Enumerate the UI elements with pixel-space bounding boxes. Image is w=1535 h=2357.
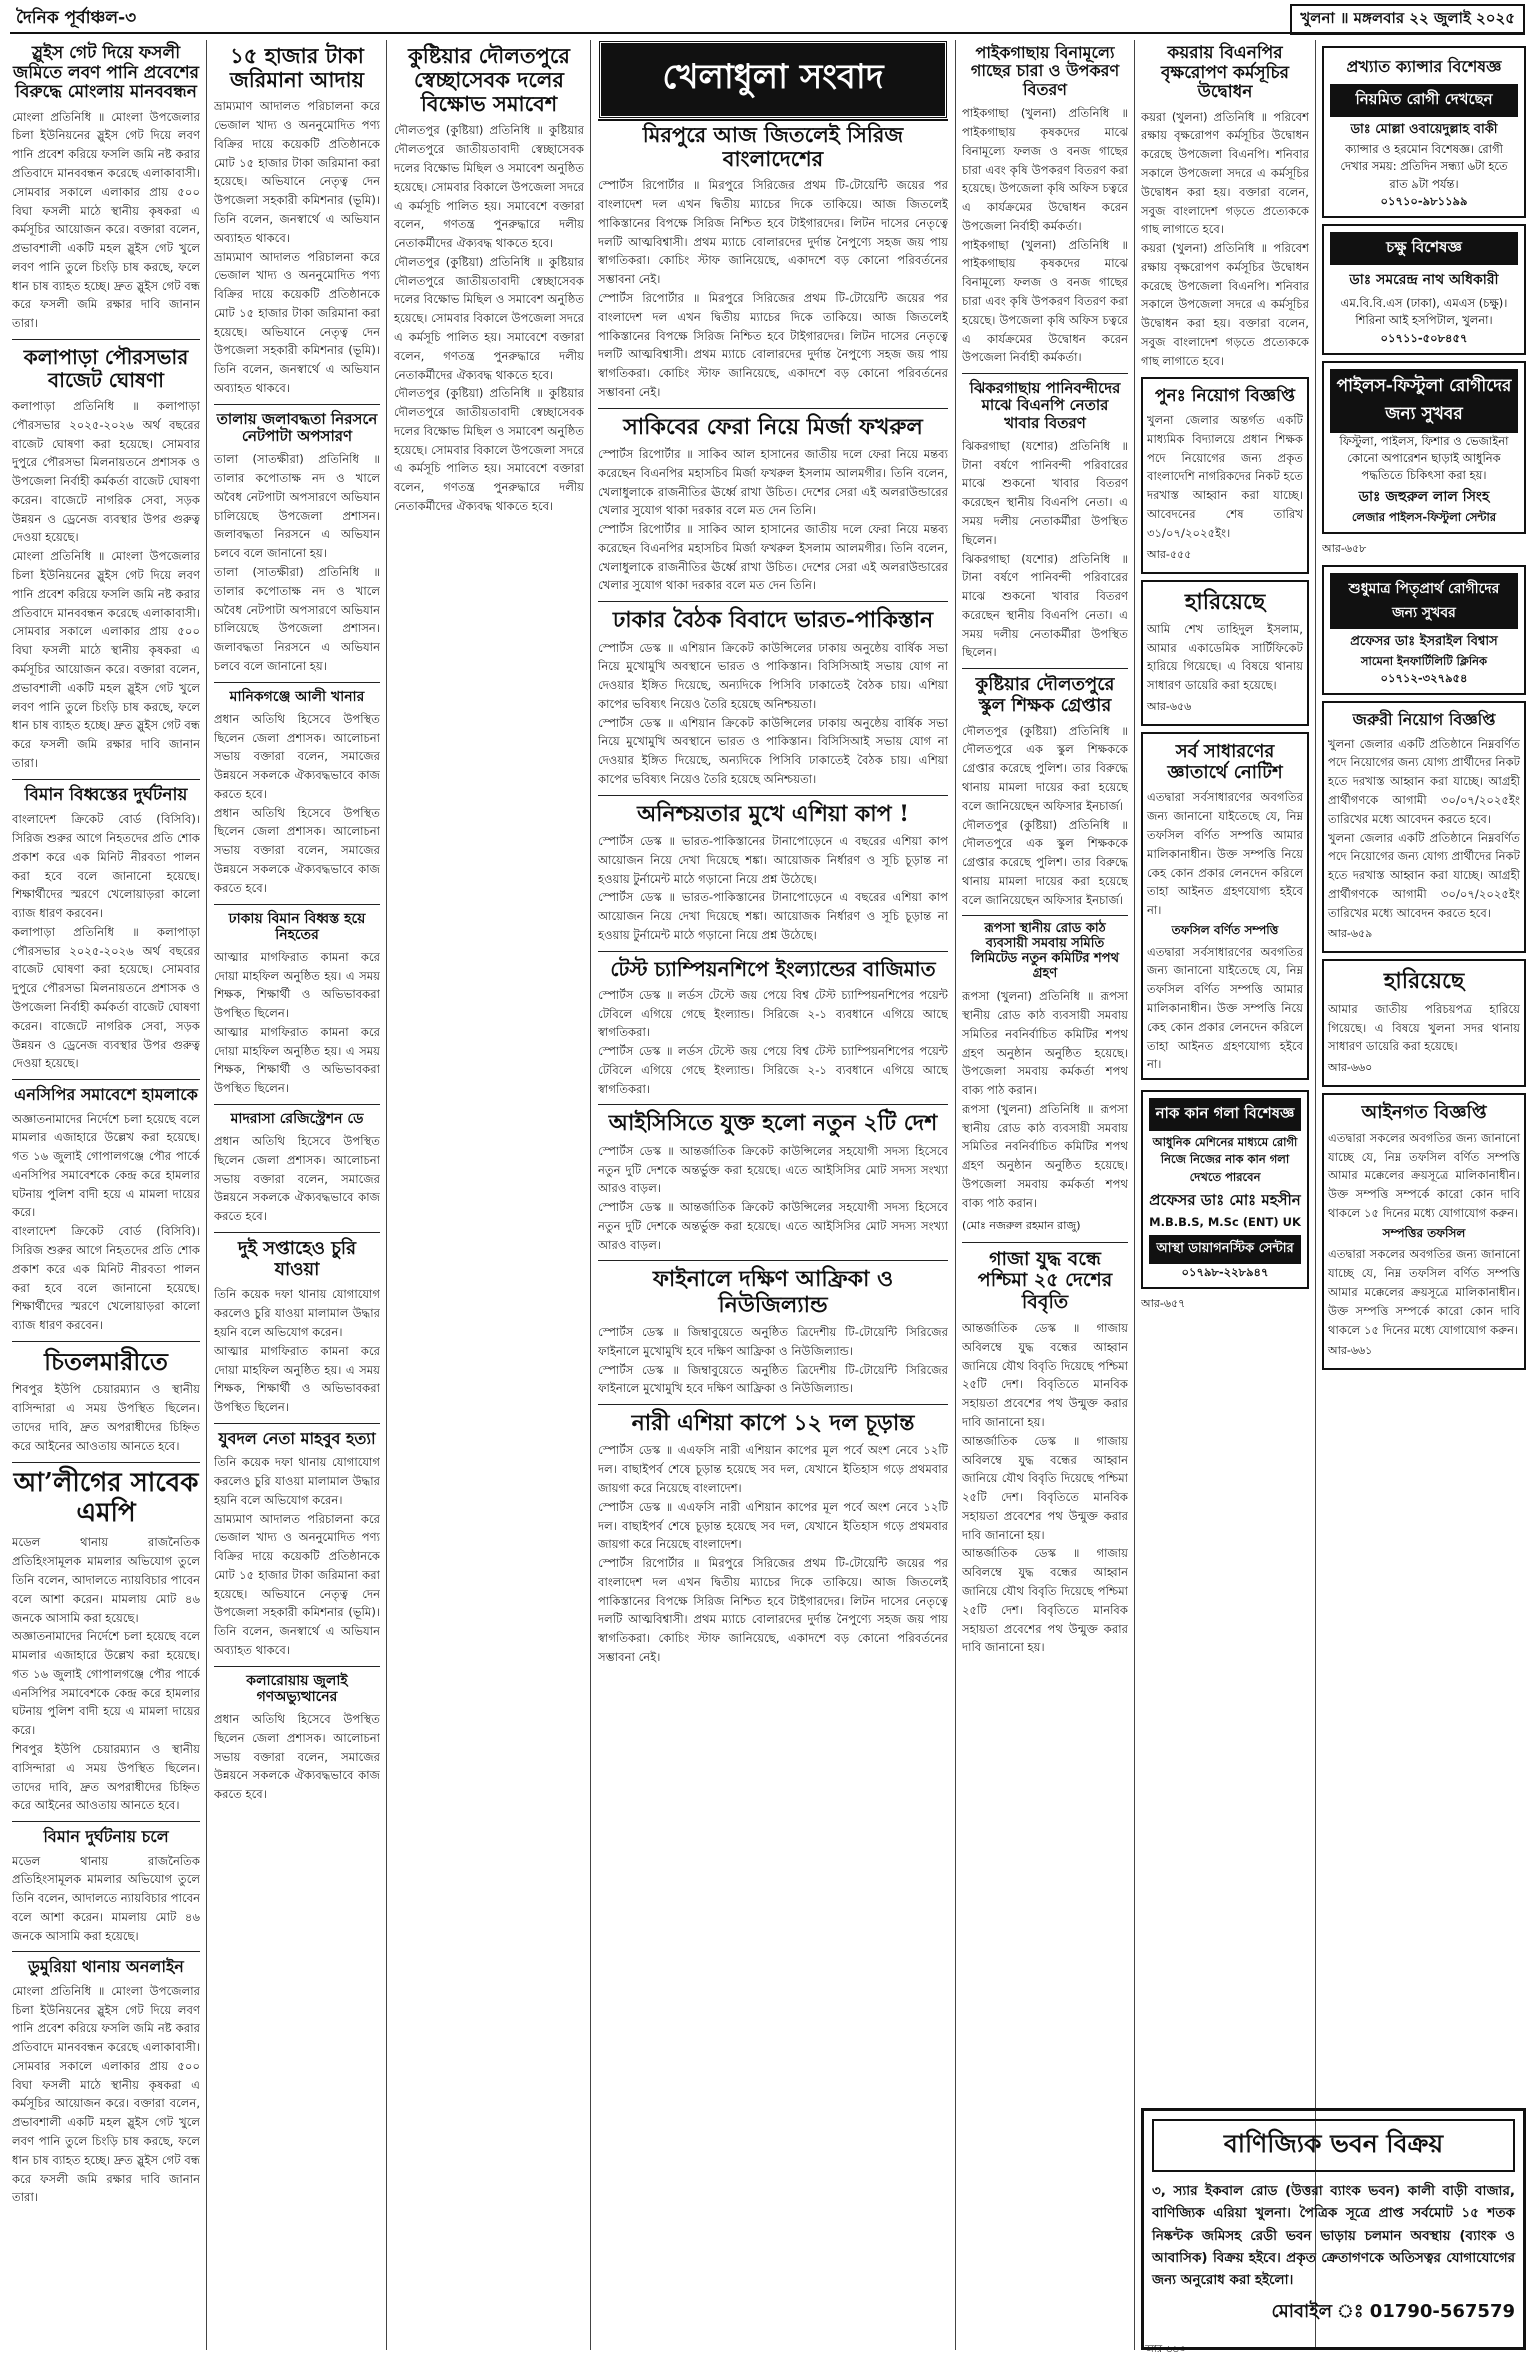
article-body: স্পোর্টস রিপোর্টার ॥ মিরপুরে সিরিজের প্রথম টি-টোয়েন্টি জয়ের পর বাংলাদেশ দল এখন দ্বিতীয় ম্যাচের দিকে তাকিয়ে। আজ জিতলেই পাকিস্তানের বিপক্ষে সিরিজ নিশ্চিত হবে টাইগারদের। লিটন দাসের নেতৃত্বে দলটি আত্মবিশ্বাসী। প্রথম ম্যাচে বোলারদের দুর্দান্ত নৈপুণ্যে সহজ জয় পায় স্বাগতিকরা। কোচিং স্টাফ জানিয়েছে, একাদশে বড় কোনো পরিবর্তনের সম্ভাবনা নেই। [598,1556,948,1665]
article-body: দৌলতপুর (কুষ্টিয়া) প্রতিনিধি ॥ দৌলতপুরে এক স্কুল শিক্ষককে গ্রেপ্তার করেছে পুলিশ। তার বিরুদ্ধে থানায় মামলা দায়ের করা হয়েছে বলে জানিয়েছেন অফিসার ইনচার্জ। [962,817,1128,907]
column-rule [206,40,207,2350]
piles-fistula-ad [1322,361,1526,534]
fertility-ad [1322,565,1526,696]
ent-specialist-ad [1141,1090,1309,1289]
article-body: পাইকগাছা (খুলনা) প্রতিনিধি ॥ পাইকগাছায় কৃষকদের মাঝে বিনামূল্যে ফলজ ও বনজ গাছের চারা এবং কৃষি উপকরণ বিতরণ করা হয়েছে। উপজেলা কৃষি অফিস চত্বরে এ কার্যক্রমের উদ্বোধন করেন উপজেলা নির্বাহী কর্মকর্তা। [962,237,1128,365]
ad-ref: আর-৬৬০ [1328,1061,1373,1075]
ad-ref: আর-৬৫৮ [1322,541,1367,555]
ad-phone: ০১৭১১-৫০৮৪৫৭ [1380,330,1468,345]
lost-notice [1322,959,1526,1087]
headline: ডুমুরিয়া থানায় অনলাইন [28,1957,184,1977]
article-body: তালা (সাতক্ষীরা) প্রতিনিধি ॥ তালার কপোতাক্ষ নদ ও খালে অবৈধ নেটপাটা অপসারণে অভিযান চালিয়েছে উপজেলা প্রশাসন। জলাবদ্ধতা নিরসনে এ অভিযান চলবে বলে জানানো হয়। [214,452,380,561]
article-body: অজ্ঞাতনামাদের নির্দেশে চলা হয়েছে বলে মামলার এজাহারে উল্লেখ করা হয়েছে। গত ১৬ জুলাই গোপালগঞ্জে পৌর পার্কে এনসিপির সমাবেশকে কেন্দ্র করে হামলার ঘটনায় পুলিশ বাদী হয়ে এ মামলা দায়ের করে। [12,1111,200,1220]
headline: এনসিপির সমাবেশে হামলাকে [14,1085,198,1105]
article-body: প্রধান অতিথি হিসেবে উপস্থিত ছিলেন জেলা প্রশাসক। আলোচনা সভায় বক্তারা বলেন, সমাজের উন্নয়নে সকলকে ঐক্যবদ্ধভাবে কাজ করতে হবে। [214,1712,380,1802]
article-body: আন্তর্জাতিক ডেস্ক ॥ গাজায় অবিলম্বে যুদ্ধ বন্ধের আহ্বান জানিয়ে যৌথ বিবৃতি দিয়েছে পশ্চিমা ২৫টি দেশ। বিবৃতিতে মানবিক সহায়তা প্রবেশের পথ উন্মুক্ত করার দাবি জানানো হয়। [962,1433,1128,1542]
article-body: অজ্ঞাতনামাদের নির্দেশে চলা হয়েছে বলে মামলার এজাহারে উল্লেখ করা হয়েছে। গত ১৬ জুলাই গোপালগঞ্জে পৌর পার্কে এনসিপির সমাবেশকে কেন্দ্র করে হামলার ঘটনায় পুলিশ বাদী হয়ে এ মামলা দায়ের করে। [12,1629,200,1738]
headline: মাদরাসা রেজিস্ট্রেশন ডে [230,1111,364,1127]
article-body: মডেল থানায় রাজনৈতিক প্রতিহিংসামূলক মামলার অভিযোগ তুলে তিনি বলেন, আদালতে ন্যায়বিচার পাবেন বলে আশা করেন। মামলায় মোট ৪৬ জনকে আসামি করা হয়েছে। [12,1853,200,1943]
article-body: স্পোর্টস ডেস্ক ॥ আন্তর্জাতিক ক্রিকেট কাউন্সিলের সহযোগী সদস্য হিসেবে নতুন দুটি দেশকে অন্তর্ভুক্ত করা হয়েছে। এতে আইসিসির মোট সদস্য সংখ্যা আরও বাড়ল। [598,1200,948,1252]
headline: রূপসা স্থানীয় রোড কাঠ ব্যবসায়ী সমবায় সমিতি লিমিটেড নতুন কমিটির শপথ গ্রহণ [971,921,1119,982]
ad-title: নাক কান গলা বিশেষজ্ঞ [1149,1098,1301,1131]
headline: দুই সপ্তাহেও চুরি যাওয়া [238,1238,356,1280]
sports-section [598,40,948,2350]
headline: যুবদল নেতা মাহবুব হত্যা [218,1428,376,1448]
article-body: ঝিকরগাছা (যশোর) প্রতিনিধি ॥ টানা বর্ষণে পানিবন্দী পরিবারের মাঝে শুকনো খাবার বিতরণ করেছেন স্থানীয় বিএনপি নেতা। এ সময় দলীয় নেতাকর্মীরা উপস্থিত ছিলেন। [962,551,1128,660]
headline: ঢাকায় বিমান বিধ্বস্ত হয়ে নিহতের [228,910,366,943]
article-body: আত্মার মাগফিরাত কামনা করে দোয়া মাহফিল অনুষ্ঠিত হয়। এ সময় শিক্ষক, শিক্ষার্থী ও অভিভাবকরা উপস্থিত ছিলেন। [214,1343,380,1415]
article-body: দৌলতপুর (কুষ্টিয়া) প্রতিনিধি ॥ কুষ্টিয়ার দৌলতপুরে জাতীয়তাবাদী স্বেচ্ছাসেবক দলের বিক্ষোভ মিছিল ও সমাবেশ অনুষ্ঠিত হয়েছে। সোমবার বিকালে উপজেলা সদরে এ কর্মসূচি পালিত হয়। সমাবেশে বক্তারা বলেন, গণতন্ত্র পুনরুদ্ধারে দলীয় নেতাকর্মীদের ঐক্যবদ্ধ থাকতে হবে। [394,386,584,514]
article-body: স্পোর্টস রিপোর্টার ॥ মিরপুরে সিরিজের প্রথম টি-টোয়েন্টি জয়ের পর বাংলাদেশ দল এখন দ্বিতীয় ম্যাচের দিকে তাকিয়ে। আজ জিতলেই পাকিস্তানের বিপক্ষে সিরিজ নিশ্চিত হবে টাইগারদের। লিটন দাসের নেতৃত্বে দলটি আত্মবিশ্বাসী। প্রথম ম্যাচে বোলারদের দুর্দান্ত নৈপুণ্যে সহজ জয় পায় স্বাগতিকরা। কোচিং স্টাফ জানিয়েছে, একাদশে বড় কোনো পরিবর্তনের সম্ভাবনা নেই। [598,290,948,399]
urgent-job-notice [1322,701,1526,953]
article-body: ভ্রাম্যমাণ আদালত পরিচালনা করে ভেজাল খাদ্য ও অননুমোদিত পণ্য বিক্রির দায়ে কয়েকটি প্রতিষ্ঠানকে মোট ১৫ হাজার টাকা জরিমানা করা হয়েছে। অভিযানে নেতৃত্ব দেন উপজেলা সহকারী কমিশনার (ভূমি)। তিনি বলেন, জনস্বার্থে এ অভিযান অব্যাহত থাকবে। [214,1511,380,1658]
headline: পাইকগাছায় বিনামূল্যে গাছের চারা ও উপকরণ বিতরণ [970,43,1120,99]
doctor-degree: M.B.B.S, M.Sc (ENT) UK [1149,1214,1301,1229]
doctor-name: ডাঃ মোল্লা ওবায়েদুল্লাহ বাকী [1350,122,1498,137]
ad-ref: আর-৬৫৭ [1141,1297,1186,1311]
article-body: স্পোর্টস রিপোর্টার ॥ সাকিব আল হাসানের জাতীয় দলে ফেরা নিয়ে মন্তব্য করেছেন বিএনপির মহাসচিব মির্জা ফখরুল ইসলাম আলমগীর। তিনি বলেন, খেলাধুলাকে রাজনীতির ঊর্ধ্বে রাখা উচিত। দেশের সেরা এই অলরাউন্ডারের খেলার সুযোগ থাকা দরকার বলে মত দেন তিনি। [598,522,948,593]
column-1 [12,40,200,2350]
notice-title: হারিয়েছে [1184,588,1266,615]
article-body: স্পোর্টস ডেস্ক ॥ এএফসি নারী এশিয়ান কাপের মূল পর্বে অংশ নেবে ১২টি দল। বাছাইপর্ব শেষে চূড়ান্ত হয়েছে সব দল, যেখানে ইতিহাস গড়ে প্রথমবার জায়গা করে নিয়েছে বাংলাদেশ। [598,1443,948,1495]
ad-body: এম.বি.বি.এস (ঢাকা), এমএস (চক্ষু)। শিরিনা আই হসপিটাল, খুলনা। [1340,296,1508,328]
center-name: আস্থা ডায়াগনস্টিক সেন্টার [1149,1235,1301,1264]
schedule-title: তফসিল বর্ণিত সম্পত্তি [1171,922,1279,937]
headline: ঝিকরগাছায় পানিবন্দীদের মাঝে বিএনপি নেতার খাবার বিতরণ [969,379,1121,432]
article-body: তালা (সাতক্ষীরা) প্রতিনিধি ॥ তালার কপোতাক্ষ নদ ও খালে অবৈধ নেটপাটা অপসারণে অভিযান চালিয়েছে উপজেলা প্রশাসন। জলাবদ্ধতা নিরসনে এ অভিযান চলবে বলে জানানো হয়। [214,564,380,673]
notice-body: আমি শেখ তাহিদুল ইসলাম, আমার একাডেমিক সার্টিফিকেট হারিয়ে গিয়েছে। এ বিষয়ে থানায় সাধারণ ডায়েরি করা হয়েছে। [1147,621,1303,693]
article-body: স্পোর্টস ডেস্ক ॥ লর্ডস টেস্টে জয় পেয়ে বিশ্ব টেস্ট চ্যাম্পিয়নশিপের পয়েন্ট টেবিলে এগিয়ে গেছে ইংল্যান্ড। সিরিজে ২-১ ব্যবধানে এগিয়ে আছে স্বাগতিকরা। [598,987,948,1040]
headline: নারী এশিয়া কাপে ১২ দল চূড়ান্ত [631,1410,915,1437]
article-body: মোংলা প্রতিনিধি ॥ মোংলা উপজেলার চিলা ইউনিয়নের স্লুইস গেট দিয়ে লবণ পানি প্রবেশ করিয়ে ফসলি জমি নষ্ট করার প্রতিবাদে মানববন্ধন করেছে এলাকাবাসী। সোমবার সকালে এলাকার প্রায় ৫০০ বিঘা ফসলী মাঠে স্থানীয় কৃষকরা এ কর্মসূচির আয়োজন করে। বক্তারা বলেন, প্রভাবশালী একটি মহল স্লুইস গেট খুলে লবণ পানি তুলে চিংড়ি চাষ করছে, ফলে ধান চাষ ব্যাহত হচ্ছে। দ্রুত স্লুইস গেট বন্ধ করে ফসলী জমি রক্ষার দাবি জানান তারা। [12,1983,200,2205]
notice-body: এতদ্বারা সর্বসাধারণের অবগতির জন্য জানানো যাইতেছে যে, নিম্ন তফসিল বর্ণিত সম্পত্তি আমার মালিকানাধীন। উক্ত সম্পত্তি নিয়ে কেহ কোন প্রকার লেনদেন করিলে তাহা আইনত গ্রহণযোগ্য হইবে না। [1147,790,1303,918]
ad-ref: আর-৫৫৫ [1147,547,1192,561]
article-body: ঝিকরগাছা (যশোর) প্রতিনিধি ॥ টানা বর্ষণে পানিবন্দী পরিবারের মাঝে শুকনো খাবার বিতরণ করেছেন স্থানীয় বিএনপি নেতা। এ সময় দলীয় নেতাকর্মীরা উপস্থিত ছিলেন। [962,438,1128,547]
article-body: শিবপুর ইউপি চেয়ারম্যান ও স্থানীয় বাসিন্দারা এ সময় উপস্থিত ছিলেন। তাদের দাবি, দ্রুত অপরাধীদের চিহ্নিত করে আইনের আওতায় আনতে হবে। [12,1382,200,1453]
article-body: স্পোর্টস রিপোর্টার ॥ মিরপুরে সিরিজের প্রথম টি-টোয়েন্টি জয়ের পর বাংলাদেশ দল এখন দ্বিতীয় ম্যাচের দিকে তাকিয়ে। আজ জিতলেই পাকিস্তানের বিপক্ষে সিরিজ নিশ্চিত হবে টাইগারদের। লিটন দাসের নেতৃত্বে দলটি আত্মবিশ্বাসী। প্রথম ম্যাচে বোলারদের দুর্দান্ত নৈপুণ্যে সহজ জয় পায় স্বাগতিকরা। কোচিং স্টাফ জানিয়েছে, একাদশে বড় কোনো পরিবর্তনের সম্ভাবনা নেই। [598,178,948,287]
notice-body: খুলনা জেলার একটি প্রতিষ্ঠানে নিম্নবর্ণিত পদে নিয়োগের জন্য যোগ্য প্রার্থীদের নিকট হতে দরখাস্ত আহ্বান করা যাচ্ছে। আগ্রহী প্রার্থীগণকে আগামী ৩০/০৭/২০২৫ইং তারিখের মধ্যে আবেদন করতে হবে। [1328,736,1520,826]
headline: অনিশ্চয়তার মুখে এশিয়া কাপ ! [637,800,909,827]
lost-notice [1141,580,1309,726]
doctor-name: ডাঃ সমরেন্দ্র নাথ অধিকারী [1349,272,1499,288]
notice-title: আইনগত বিজ্ঞপ্তি [1361,1102,1487,1124]
phone-number: 01790-567579 [1369,2301,1515,2323]
article-body: দৌলতপুর (কুষ্টিয়া) প্রতিনিধি ॥ দৌলতপুরে এক স্কুল শিক্ষককে গ্রেপ্তার করেছে পুলিশ। তার বিরুদ্ধে থানায় মামলা দায়ের করা হয়েছে বলে জানিয়েছেন অফিসার ইনচার্জ। [962,723,1128,813]
notice-body: খুলনা জেলার একটি প্রতিষ্ঠানে নিম্নবর্ণিত পদে নিয়োগের জন্য যোগ্য প্রার্থীদের নিকট হতে দরখাস্ত আহ্বান করা যাচ্ছে। আগ্রহী প্রার্থীগণকে আগামী ৩০/০৭/২০২৫ইং তারিখের মধ্যে আবেদন করতে হবে। [1328,830,1520,920]
article-body: কলাপাড়া প্রতিনিধি ॥ কলাপাড়া পৌরসভার ২০২৫-২০২৬ অর্থ বছরের বাজেট ঘোষণা করা হয়েছে। সোমবার দুপুরে পৌরসভা মিলনায়তনে প্রশাসক ও উপজেলা নির্বাহী কর্মকর্তা বাজেট ঘোষণা করেন। বাজেটে নাগরিক সেবা, সড়ক উন্নয়ন ও ড্রেনেজ ব্যবস্থার উপর গুরুত্ব দেওয়া হয়েছে। [12,399,200,545]
column-rule [386,40,387,2350]
signature: (মোঃ নজরুল রহমান রাজু) [962,1218,1081,1232]
article-body: ভ্রাম্যমাণ আদালত পরিচালনা করে ভেজাল খাদ্য ও অননুমোদিত পণ্য বিক্রির দায়ে কয়েকটি প্রতিষ্ঠানকে মোট ১৫ হাজার টাকা জরিমানা করা হয়েছে। অভিযানে নেতৃত্ব দেন উপজেলা সহকারী কমিশনার (ভূমি)। তিনি বলেন, জনস্বার্থে এ অভিযান অব্যাহত থাকবে। [214,99,380,245]
article-body: স্পোর্টস ডেস্ক ॥ ভারত-পাকিস্তানের টানাপোড়েনে এ বছরের এশিয়া কাপ আয়োজন নিয়ে দেখা দিয়েছে শঙ্কা। আয়োজক নির্ধারণ ও সূচি চূড়ান্ত না হওয়ায় টুর্নামেন্ট মাঠে গড়ানো নিয়ে প্রশ্ন উঠেছে। [598,890,948,942]
notice-title: হারিয়েছে [1383,968,1465,995]
headline: কলাপাড়া পৌরসভার বাজেট ঘোষণা [23,345,189,393]
schedule-title: সম্পত্তির তফসিল [1382,1225,1466,1240]
headline: ফাইনালে দক্ষিণ আফ্রিকা ও নিউজিল্যান্ড [652,1266,894,1318]
notice-title: সর্ব সাধারণের জ্ঞাতার্থে নোটিশ [1167,741,1283,783]
column-rule [1134,40,1135,2350]
article-body: কয়রা (খুলনা) প্রতিনিধি ॥ পরিবেশ রক্ষায় বৃক্ষরোপণ কর্মসূচির উদ্বোধন করেছে উপজেলা বিএনপি। শনিবার সকালে উপজেলা সদরে এ কর্মসূচির উদ্বোধন করা হয়। বক্তারা বলেন, সবুজ বাংলাদেশ গড়তে প্রত্যেককে গাছ লাগাতে হবে। [1141,109,1309,237]
ad-ref: আর-৬৫৯ [1328,927,1373,941]
article-body: আন্তর্জাতিক ডেস্ক ॥ গাজায় অবিলম্বে যুদ্ধ বন্ধের আহ্বান জানিয়ে যৌথ বিবৃতি দিয়েছে পশ্চিমা ২৫টি দেশ। বিবৃতিতে মানবিক সহায়তা প্রবেশের পথ উন্মুক্ত করার দাবি জানানো হয়। [962,1546,1128,1655]
eye-specialist-ad [1322,224,1526,355]
column-rule [590,40,591,2350]
article-body: স্পোর্টস ডেস্ক ॥ জিম্বাবুয়েতে অনুষ্ঠিত ত্রিদেশীয় টি-টোয়েন্টি সিরিজের ফাইনালে মুখোমুখি হবে দক্ষিণ আফ্রিকা ও নিউজিল্যান্ড। [598,1362,948,1396]
headline: ঢাকার বৈঠক বিবাদে ভারত-পাকিস্তান [612,607,934,634]
column-7 [1141,40,1309,2100]
article-body: স্পোর্টস ডেস্ক ॥ এএফসি নারী এশিয়ান কাপের মূল পর্বে অংশ নেবে ১২টি দল। বাছাইপর্ব শেষে চূড়ান্ত হয়েছে সব দল, যেখানে ইতিহাস গড়ে প্রথমবার জায়গা করে নিয়েছে বাংলাদেশ। [598,1499,948,1552]
column-3 [394,40,584,720]
article-body: পাইকগাছা (খুলনা) প্রতিনিধি ॥ পাইকগাছায় কৃষকদের মাঝে বিনামূল্যে ফলজ ও বনজ গাছের চারা এবং কৃষি উপকরণ বিতরণ করা হয়েছে। উপজেলা কৃষি অফিস চত্বরে এ কার্যক্রমের উদ্বোধন করেন উপজেলা নির্বাহী কর্মকর্তা। [962,106,1128,233]
headline: চিতলমারীতে [44,1346,168,1376]
notice-title: জরুরী নিয়োগ বিজ্ঞপ্তি [1352,710,1496,730]
article-body: আন্তর্জাতিক ডেস্ক ॥ গাজায় অবিলম্বে যুদ্ধ বন্ধের আহ্বান জানিয়ে যৌথ বিবৃতি দিয়েছে পশ্চিমা ২৫টি দেশ। বিবৃতিতে মানবিক সহায়তা প্রবেশের পথ উন্মুক্ত করার দাবি জানানো হয়। [962,1321,1128,1429]
ad-title: চক্ষু বিশেষজ্ঞ [1330,232,1518,265]
column-2 [214,40,380,2350]
headline: কুষ্টিয়ার দৌলতপুরে স্বেচ্ছাসেবক দলের বিক্ষোভ সমাবেশ [408,43,570,117]
page-header [10,6,1525,34]
ad-title: পাইলস-ফিস্টুলা রোগীদের জন্য সুখবর [1330,369,1518,433]
headline: মিরপুরে আজ জিতলেই সিরিজ বাংলাদেশের [642,122,904,172]
column-6 [962,40,1128,2350]
headline: ১৫ হাজার টাকা জরিমানা আদায় [229,43,365,93]
ad-subtitle: আধুনিক মেশিনের মাধ্যমে রোগী নিজে নিজের নাক কান গলা দেখতে পারবেন [1152,1135,1298,1184]
headline: টেস্ট চ্যাম্পিয়নশিপে ইংল্যান্ডের বাজিমাত [610,956,936,981]
article-body: রূপসা (খুলনা) প্রতিনিধি ॥ রূপসা স্থানীয় রোড কাঠ ব্যবসায়ী সমবায় সমিতির নবনির্বাচিত কমিটির শপথ গ্রহণ অনুষ্ঠান অনুষ্ঠিত হয়েছে। উপজেলা সমবায় কর্মকর্তা শপথ বাক্য পাঠ করান। [962,989,1128,1098]
article-body: স্পোর্টস ডেস্ক ॥ লর্ডস টেস্টে জয় পেয়ে বিশ্ব টেস্ট চ্যাম্পিয়নশিপের পয়েন্ট টেবিলে এগিয়ে গেছে ইংল্যান্ড। সিরিজে ২-১ ব্যবধানে এগিয়ে আছে স্বাগতিকরা। [598,1044,948,1096]
article-body: মোংলা প্রতিনিধি ॥ মোংলা উপজেলার চিলা ইউনিয়নের স্লুইস গেট দিয়ে লবণ পানি প্রবেশ করিয়ে ফসলি জমি নষ্ট করার প্রতিবাদে মানববন্ধন করেছে এলাকাবাসী। সোমবার সকালে এলাকার প্রায় ৫০০ বিঘা ফসলী মাঠে স্থানীয় কৃষকরা এ কর্মসূচির আয়োজন করে। বক্তারা বলেন, প্রভাবশালী একটি মহল স্লুইস গেট খুলে লবণ পানি তুলে চিংড়ি চাষ করছে, ফলে ধান চাষ ব্যাহত হচ্ছে। দ্রুত স্লুইস গেট বন্ধ করে ফসলী জমি রক্ষার দাবি জানান তারা। [12,549,200,770]
doctor-name: প্রফেসর ডাঃ মোঃ মহসীন [1149,1190,1301,1209]
ad-body: ক্যান্সার ও হরমোন বিশেষজ্ঞ। রোগী দেখার সময়: প্রতিদিন সন্ধ্যা ৬টা হতে রাত ৯টা পর্যন্ত। [1340,142,1508,191]
ad-contact [1152,2297,1515,2328]
article-body: দৌলতপুর (কুষ্টিয়া) প্রতিনিধি ॥ কুষ্টিয়ার দৌলতপুরে জাতীয়তাবাদী স্বেচ্ছাসেবক দলের বিক্ষোভ মিছিল ও সমাবেশ অনুষ্ঠিত হয়েছে। সোমবার বিকালে উপজেলা সদরে এ কর্মসূচি পালিত হয়। সমাবেশে বক্তারা বলেন, গণতন্ত্র পুনরুদ্ধারে দলীয় নেতাকর্মীদের ঐক্যবদ্ধ থাকতে হবে। [394,123,584,251]
building-sale-ad [1141,2108,1526,2350]
ad-ref: আর-৬৬৩ [1145,2344,1186,2355]
center-name: লেজার পাইলস-ফিস্টুলা সেন্টার [1351,509,1497,524]
notice-body: খুলনা জেলার অন্তর্গত একটি মাধ্যমিক বিদ্যালয়ে প্রধান শিক্ষক পদে নিয়োগের জন্য প্রকৃত বাংলাদেশি নাগরিকদের নিকট হতে দরখাস্ত আহ্বান করা যাচ্ছে। আবেদনের শেষ তারিখ ৩১/০৭/২০২৫ইং। [1147,413,1303,540]
article-body: স্পোর্টস ডেস্ক ॥ জিম্বাবুয়েতে অনুষ্ঠিত ত্রিদেশীয় টি-টোয়েন্টি সিরিজের ফাইনালে মুখোমুখি হবে দক্ষিণ আফ্রিকা ও নিউজিল্যান্ড। [598,1325,948,1358]
notice-title: পুনঃ নিয়োগ বিজ্ঞপ্তি [1155,385,1295,406]
headline: মানিকগঞ্জে আলী খানার [229,688,365,705]
section-title: খেলাধুলা সংবাদ [598,40,948,119]
ad-ref: আর-৬৬১ [1328,1344,1373,1358]
article-body: স্পোর্টস ডেস্ক ॥ এশিয়ান ক্রিকেট কাউন্সিলের ঢাকায় অনুষ্ঠেয় বার্ষিক সভা নিয়ে মুখোমুখি অবস্থানে ভারত ও পাকিস্তান। বিসিসিআই সভায় যোগ না দেওয়ার ইঙ্গিত দিয়েছে, অন্যদিকে পিসিবি ঢাকাতেই বৈঠক চায়। এশিয়া কাপের ভবিষ্যৎ নিয়েও তৈরি হয়েছে অনিশ্চয়তা। [598,715,948,786]
notice-body: এতদ্বারা সকলের অবগতির জন্য জানানো যাচ্ছে যে, নিম্ন তফসিল বর্ণিত সম্পত্তি আমার মক্কেলের ক্রয়সূত্রে মালিকানাধীন। উক্ত সম্পত্তি সম্পর্কে কারো কোন দাবি থাকলে ১৫ দিনের মধ্যে যোগাযোগ করুন। [1328,1130,1520,1220]
headline: আইসিসিতে যুক্ত হলো নতুন ২টি দেশ [608,1110,938,1137]
article-body: কলাপাড়া প্রতিনিধি ॥ কলাপাড়া পৌরসভার ২০২৫-২০২৬ অর্থ বছরের বাজেট ঘোষণা করা হয়েছে। সোমবার দুপুরে পৌরসভা মিলনায়তনে প্রশাসক ও উপজেলা নির্বাহী কর্মকর্তা বাজেট ঘোষণা করেন। বাজেটে নাগরিক সেবা, সড়ক উন্নয়ন ও ড্রেনেজ ব্যবস্থার উপর গুরুত্ব দেওয়া হয়েছে। [12,924,200,1071]
phone-label: মোবাইল ঃ [1271,2301,1364,2323]
article-body: প্রধান অতিথি হিসেবে উপস্থিত ছিলেন জেলা প্রশাসক। আলোচনা সভায় বক্তারা বলেন, সমাজের উন্নয়নে সকলকে ঐক্যবদ্ধভাবে কাজ করতে হবে। [214,1134,380,1224]
ad-body: ৩, স্যার ইকবাল রোড (উত্তরা ব্যাংক ভবন) কালী বাড়ী বাজার, বাণিজ্যিক এরিয়া খুলনা। পৈত্রিক সূত্রে প্রাপ্ত সর্বমোট ১৫ শতক নিষ্কন্টক জমিসহ রেডী ভবন ভাড়ায় চলমান অবস্থায় (ব্যাংক ও আবাসিক) বিক্রয় হইবে। প্রকৃত ক্রেতাগণকে অতিসত্বর যোগাযোগের জন্য অনুরোধ করা হইলো। [1152,2183,1515,2289]
ad-phone: ০১৭১০-৯৮১১৯৯ [1380,193,1468,208]
article-body: আত্মার মাগফিরাত কামনা করে দোয়া মাহফিল অনুষ্ঠিত হয়। এ সময় শিক্ষক, শিক্ষার্থী ও অভিভাবকরা উপস্থিত ছিলেন। [214,949,380,1021]
notice-body: এতদ্বারা সর্বসাধারণের অবগতির জন্য জানানো যাইতেছে যে, নিম্ন তফসিল বর্ণিত সম্পত্তি আমার মালিকানাধীন। উক্ত সম্পত্তি নিয়ে কেহ কোন প্রকার লেনদেন করিলে তাহা আইনত গ্রহণযোগ্য হইবে না। [1147,944,1303,1072]
column-8 [1322,40,1526,2100]
column-rule [1315,40,1316,2350]
article-body: স্পোর্টস ডেস্ক ॥ এশিয়ান ক্রিকেট কাউন্সিলের ঢাকায় অনুষ্ঠেয় বার্ষিক সভা নিয়ে মুখোমুখি অবস্থানে ভারত ও পাকিস্তান। বিসিসিআই সভায় যোগ না দেওয়ার ইঙ্গিত দিয়েছে, অন্যদিকে পিসিবি ঢাকাতেই বৈঠক চায়। এশিয়া কাপের ভবিষ্যৎ নিয়েও তৈরি হয়েছে অনিশ্চয়তা। [598,640,948,711]
ad-phone: ০১৭৯৮-২২৮৯৪৭ [1181,1265,1269,1280]
article-body: শিবপুর ইউপি চেয়ারম্যান ও স্থানীয় বাসিন্দারা এ সময় উপস্থিত ছিলেন। তাদের দাবি, দ্রুত অপরাধীদের চিহ্নিত করে আইনের আওতায় আনতে হবে। [12,1741,200,1813]
article-body: তিনি কয়েক দফা থানায় যোগাযোগ করলেও চুরি যাওয়া মালামাল উদ্ধার হয়নি বলে অভিযোগ করেন। [214,1455,380,1507]
headline: কলারোয়ায় জুলাই গণঅভ্যুত্থানের [246,1672,348,1705]
article-body: কয়রা (খুলনা) প্রতিনিধি ॥ পরিবেশ রক্ষায় বৃক্ষরোপণ কর্মসূচির উদ্বোধন করেছে উপজেলা বিএনপি। শনিবার সকালে উপজেলা সদরে এ কর্মসূচির উদ্বোধন করা হয়। বক্তারা বলেন, সবুজ বাংলাদেশ গড়তে প্রত্যেককে গাছ লাগাতে হবে। [1141,241,1309,368]
ad-banner: নিয়মিত রোগী দেখছেন [1330,84,1518,117]
headline: কয়রায় বিএনপির বৃক্ষরোপণ কর্মসূচির উদ্বোধন [1160,43,1290,103]
ad-title: বাণিজ্যিক ভবন বিক্রয় [1152,2119,1515,2172]
headline: কুষ্টিয়ার দৌলতপুরে স্কুল শিক্ষক গ্রেপ্তার [975,674,1115,716]
notice-body: আমার জাতীয় পরিচয়পত্র হারিয়ে গিয়েছে। এ বিষয়ে খুলনা সদর থানায় সাধারণ ডায়েরি করা হয়েছে। [1328,1001,1520,1054]
ad-phone: ০১৭১২-৩২৭৯৫৪ [1380,671,1468,685]
article-body: মোংলা প্রতিনিধি ॥ মোংলা উপজেলার চিলা ইউনিয়নের স্লুইস গেট দিয়ে লবণ পানি প্রবেশ করিয়ে ফসলি জমি নষ্ট করার প্রতিবাদে মানববন্ধন করেছে এলাকাবাসী। সোমবার সকালে এলাকার প্রায় ৫০০ বিঘা ফসলী মাঠে স্থানীয় কৃষকরা এ কর্মসূচির আয়োজন করে। বক্তারা বলেন, প্রভাবশালী একটি মহল স্লুইস গেট খুলে লবণ পানি তুলে চিংড়ি চাষ করছে, ফলে ধান চাষ ব্যাহত হচ্ছে। দ্রুত স্লুইস গেট বন্ধ করে ফসলী জমি রক্ষার দাবি জানান তারা। [12,109,200,331]
cancer-specialist-ad [1322,46,1526,218]
article-body: স্পোর্টস ডেস্ক ॥ ভারত-পাকিস্তানের টানাপোড়েনে এ বছরের এশিয়া কাপ আয়োজন নিয়ে দেখা দিয়েছে শঙ্কা। আয়োজক নির্ধারণ ও সূচি চূড়ান্ত না হওয়ায় টুর্নামেন্ট মাঠে গড়ানো নিয়ে প্রশ্ন উঠেছে। [598,834,948,886]
ad-body: ফিস্টুলা, পাইলস, ফিশার ও ভেজাইনা কোনো অপারেশন ছাড়াই আধুনিক পদ্ধতিতে চিকিৎসা করা হয়। [1339,433,1509,483]
ad-title: শুধুমাত্র পিতৃপ্রার্থ রোগীদের জন্য সুখবর [1330,573,1518,629]
recruitment-notice [1141,377,1309,574]
article-body: ভ্রাম্যমাণ আদালত পরিচালনা করে ভেজাল খাদ্য ও অননুমোদিত পণ্য বিক্রির দায়ে কয়েকটি প্রতিষ্ঠানকে মোট ১৫ হাজার টাকা জরিমানা করা হয়েছে। অভিযানে নেতৃত্ব দেন উপজেলা সহকারী কমিশনার (ভূমি)। তিনি বলেন, জনস্বার্থে এ অভিযান অব্যাহত থাকবে। [214,249,380,395]
legal-notice [1322,1093,1526,1370]
public-notice [1141,732,1309,1080]
article-body: মডেল থানায় রাজনৈতিক প্রতিহিংসামূলক মামলার অভিযোগ তুলে তিনি বলেন, আদালতে ন্যায়বিচার পাবেন বলে আশা করেন। মামলায় মোট ৪৬ জনকে আসামি করা হয়েছে। [12,1535,200,1625]
article-body: বাংলাদেশ ক্রিকেট বোর্ড (বিসিবি)। সিরিজ শুরুর আগে নিহতদের প্রতি শোক প্রকাশ করে এক মিনিট নীরবতা পালন করা হবে বলে জানানো হয়েছে। শিক্ষার্থীদের স্মরণে খেলোয়াড়রা কালো ব্যাজ ধারণ করবেন। [12,812,200,921]
article-body: তিনি কয়েক দফা থানায় যোগাযোগ করলেও চুরি যাওয়া মালামাল উদ্ধার হয়নি বলে অভিযোগ করেন। [214,1287,380,1339]
doctor-name: ডাঃ জহুরুল লাল সিংহ [1358,488,1490,505]
notice-body: এতদ্বারা সকলের অবগতির জন্য জানানো যাচ্ছে যে, নিম্ন তফসিল বর্ণিত সম্পত্তি আমার মক্কেলের ক্রয়সূত্রে মালিকানাধীন। উক্ত সম্পত্তি সম্পর্কে কারো কোন দাবি থাকলে ১৫ দিনের মধ্যে যোগাযোগ করুন। [1328,1247,1520,1337]
headline: তালায় জলাবদ্ধতা নিরসনে নেটপাটা অপসারণ [216,409,378,446]
article-body: রূপসা (খুলনা) প্রতিনিধি ॥ রূপসা স্থানীয় রোড কাঠ ব্যবসায়ী সমবায় সমিতির নবনির্বাচিত কমিটির শপথ গ্রহণ অনুষ্ঠান অনুষ্ঠিত হয়েছে। উপজেলা সমবায় কর্মকর্তা শপথ বাক্য পাঠ করান। [962,1101,1128,1210]
article-body: আত্মার মাগফিরাত কামনা করে দোয়া মাহফিল অনুষ্ঠিত হয়। এ সময় শিক্ষক, শিক্ষার্থী ও অভিভাবকরা উপস্থিত ছিলেন। [214,1024,380,1096]
paper-name: দৈনিক পূর্বাঞ্চল-৩ [16,8,137,28]
headline: বিমান বিধ্বস্তের দুর্ঘটনায় [24,784,188,805]
column-rule [955,40,956,2350]
headline: সাকিবের ফেরা নিয়ে মির্জা ফখরুল [623,413,923,440]
article-body: প্রধান অতিথি হিসেবে উপস্থিত ছিলেন জেলা প্রশাসক। আলোচনা সভায় বক্তারা বলেন, সমাজের উন্নয়নে সকলকে ঐক্যবদ্ধভাবে কাজ করতে হবে। [214,805,380,895]
article-body: প্রধান অতিথি হিসেবে উপস্থিত ছিলেন জেলা প্রশাসক। আলোচনা সভায় বক্তারা বলেন, সমাজের উন্নয়নে সকলকে ঐক্যবদ্ধভাবে কাজ করতে হবে। [214,711,380,801]
article-body: দৌলতপুর (কুষ্টিয়া) প্রতিনিধি ॥ কুষ্টিয়ার দৌলতপুরে জাতীয়তাবাদী স্বেচ্ছাসেবক দলের বিক্ষোভ মিছিল ও সমাবেশ অনুষ্ঠিত হয়েছে। সোমবার বিকালে উপজেলা সদরে এ কর্মসূচি পালিত হয়। সমাবেশে বক্তারা বলেন, গণতন্ত্র পুনরুদ্ধারে দলীয় নেতাকর্মীদের ঐক্যবদ্ধ থাকতে হবে। [394,254,584,382]
ad-ref: আর-৬৫৬ [1147,700,1192,714]
article-body: বাংলাদেশ ক্রিকেট বোর্ড (বিসিবি)। সিরিজ শুরুর আগে নিহতদের প্রতি শোক প্রকাশ করে এক মিনিট নীরবতা পালন করা হবে বলে জানানো হয়েছে। শিক্ষার্থীদের স্মরণে খেলোয়াড়রা কালো ব্যাজ ধারণ করবেন। [12,1224,200,1333]
headline: স্লুইস গেট দিয়ে ফসলী জমিতে লবণ পানি প্রবেশের বিরুদ্ধে মোংলায় মানববন্ধন [13,43,199,103]
date-line: খুলনা ॥ মঙ্গলবার ২২ জুলাই ২০২৫ [1290,4,1525,35]
ad-title: প্রখ্যাত ক্যান্সার বিশেষজ্ঞ [1346,57,1502,76]
article-body: স্পোর্টস ডেস্ক ॥ আন্তর্জাতিক ক্রিকেট কাউন্সিলের সহযোগী সদস্য হিসেবে নতুন দুটি দেশকে অন্তর্ভুক্ত করা হয়েছে। এতে আইসিসির মোট সদস্য সংখ্যা আরও বাড়ল। [598,1143,948,1196]
headline: বিমান দুর্ঘটনায় চলে [43,1827,169,1847]
doctor-name: প্রফেসর ডাঃ ইসরাইল বিশ্বাস [1350,633,1498,649]
headline: গাজা যুদ্ধ বন্ধে পশ্চিমা ২৫ দেশের বিবৃতি [977,1247,1113,1314]
article-body: স্পোর্টস রিপোর্টার ॥ সাকিব আল হাসানের জাতীয় দলে ফেরা নিয়ে মন্তব্য করেছেন বিএনপির মহাসচিব মির্জা ফখরুল ইসলাম আলমগীর। তিনি বলেন, খেলাধুলাকে রাজনীতির ঊর্ধ্বে রাখা উচিত। দেশের সেরা এই অলরাউন্ডারের খেলার সুযোগ থাকা দরকার বলে মত দেন তিনি। [598,446,948,518]
headline: আ’লীগের সাবেক এমপি [13,1467,199,1528]
center-name: সামেনা ইনফার্টিলিটি ক্লিনিক [1360,653,1488,668]
